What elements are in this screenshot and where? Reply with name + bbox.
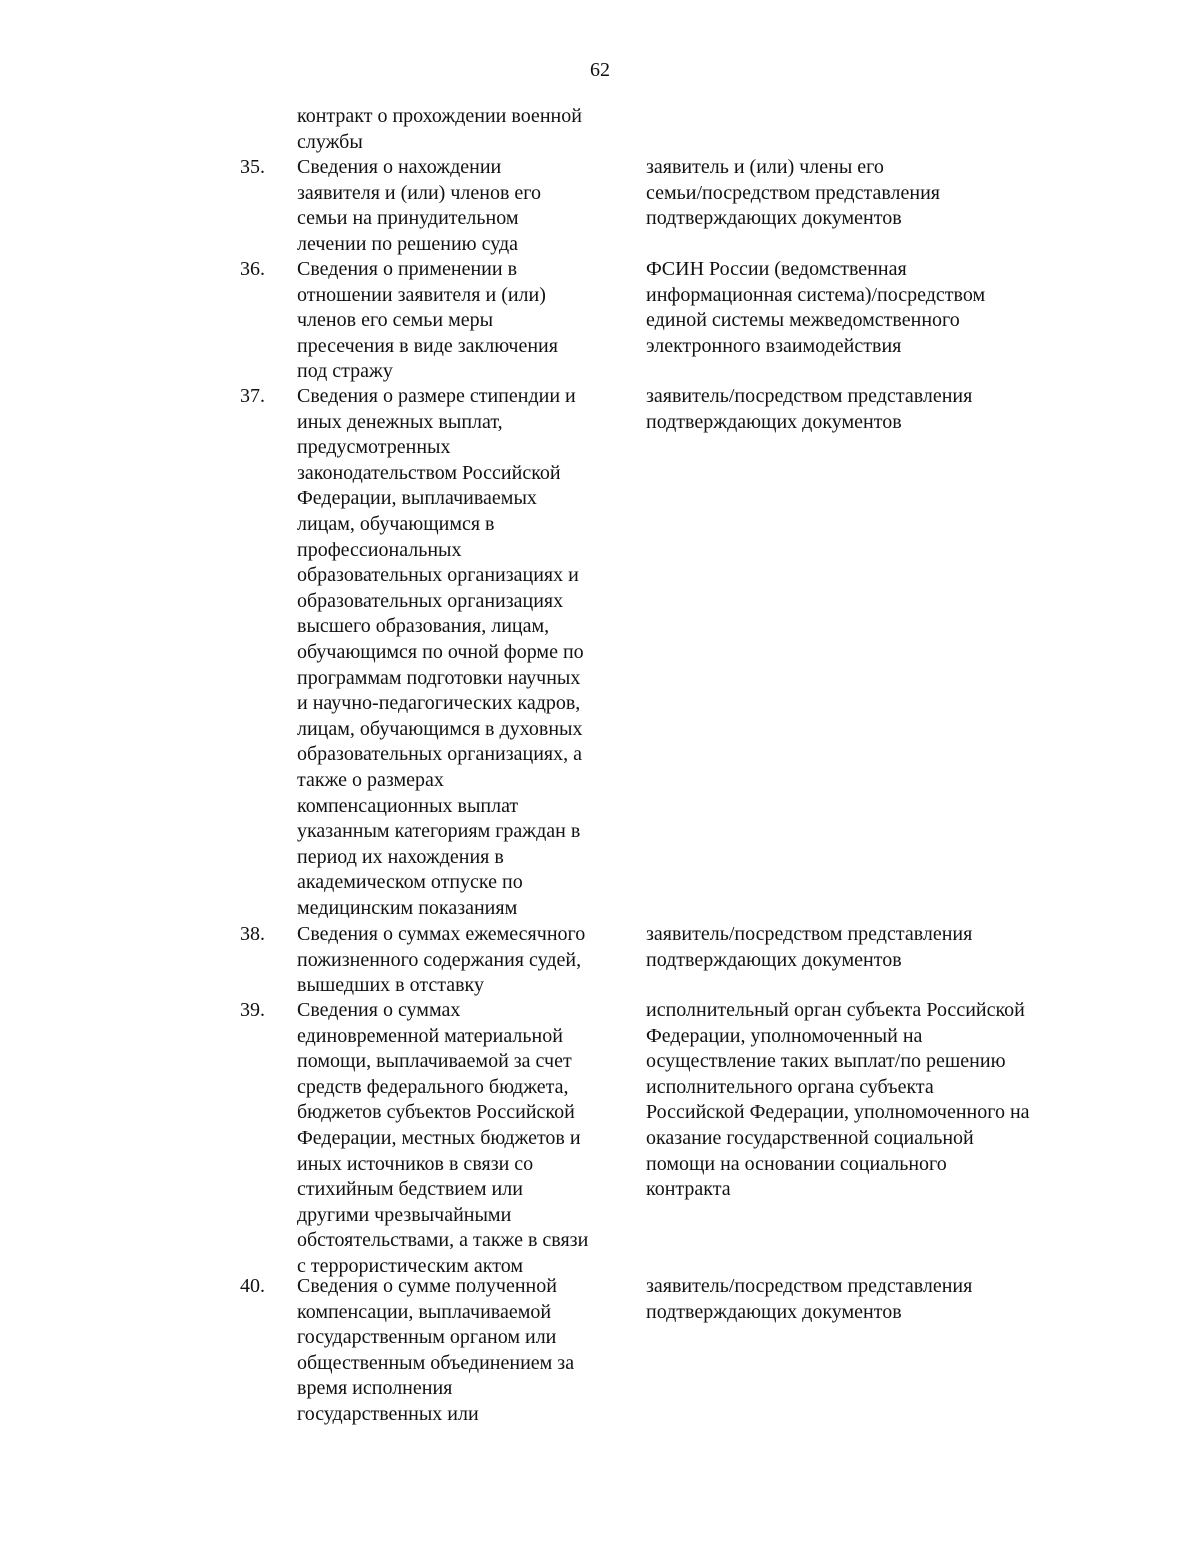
description-line: семьи на принудительном xyxy=(297,207,519,230)
row-source xyxy=(646,998,1076,1203)
row-number: 38. xyxy=(240,923,265,945)
description-line: бюджетов субъектов Российской xyxy=(297,1101,575,1124)
row-source xyxy=(646,384,1076,435)
description-line: общественным объединением за xyxy=(297,1351,575,1374)
source-line: электронного взаимодействия xyxy=(646,334,902,357)
description-line: Сведения о размере стипендии и xyxy=(297,385,576,407)
source-line: ФСИН России (ведомственная xyxy=(646,258,907,280)
description-line: и научно-педагогических кадров, xyxy=(297,692,581,715)
source-line: единой системы межведомственного xyxy=(646,309,960,332)
description-line: Сведения о суммах ежемесячного xyxy=(297,923,586,945)
description-line: государственным органом или xyxy=(297,1326,557,1349)
row-number: 39. xyxy=(240,999,265,1021)
description-line: лицам, обучающимся в духовных xyxy=(297,717,583,740)
description-line: вышедших в отставку xyxy=(297,974,484,997)
row-description xyxy=(297,922,627,999)
row-number: 40. xyxy=(240,1275,265,1297)
row-description xyxy=(297,998,627,1280)
source-line: заявитель и (или) члены его xyxy=(646,156,884,178)
source-line: оказание государственной социальной xyxy=(646,1126,974,1149)
source-line: контракта xyxy=(646,1178,731,1201)
row-source xyxy=(646,1274,1076,1325)
description-line: государственных или xyxy=(297,1402,479,1425)
description-line: обстоятельствами, а также в связи xyxy=(297,1229,589,1252)
description-line: время исполнения xyxy=(297,1377,453,1400)
description-line: компенсации, выплачиваемой xyxy=(297,1300,552,1323)
source-line: исполнительного органа субъекта xyxy=(646,1075,934,1098)
description-line: обучающимся по очной форме по xyxy=(297,640,584,663)
description-line: высшего образования, лицам, xyxy=(297,615,550,638)
source-line: Федерации, уполномоченный на xyxy=(646,1024,923,1047)
description-line: отношении заявителя и (или) xyxy=(297,283,546,306)
text-line: службы xyxy=(297,130,363,153)
source-line: подтверждающих документов xyxy=(646,410,902,433)
source-line: семьи/посредством представления xyxy=(646,181,940,204)
description-line: с террористическим актом xyxy=(297,1254,523,1277)
source-line: подтверждающих документов xyxy=(646,207,902,230)
row-description xyxy=(297,1274,627,1428)
description-line: Федерации, местных бюджетов и xyxy=(297,1126,581,1149)
description-line: Сведения о сумме полученной xyxy=(297,1275,557,1297)
description-line: членов его семьи меры xyxy=(297,309,494,332)
description-line: Сведения о суммах xyxy=(297,999,461,1021)
description-line: лицам, обучающимся в xyxy=(297,512,495,535)
description-line: пожизненного содержания судей, xyxy=(297,948,582,971)
description-line: Сведения о применении в xyxy=(297,258,518,280)
row-description xyxy=(297,155,627,257)
row-source xyxy=(646,155,1076,232)
source-line: Российской Федерации, уполномоченного на xyxy=(646,1101,1030,1124)
row-number: 35. xyxy=(240,156,265,178)
description-line: программам подготовки научных xyxy=(297,666,581,689)
row-number: 36. xyxy=(240,258,265,280)
source-line: подтверждающих документов xyxy=(646,948,902,971)
row-description xyxy=(297,384,627,921)
description-line: медицинским показаниям xyxy=(297,896,518,919)
description-line: помощи, выплачиваемой за счет xyxy=(297,1050,572,1073)
continuation-text xyxy=(297,104,627,155)
description-line: образовательных организациях xyxy=(297,589,564,612)
source-line: подтверждающих документов xyxy=(646,1300,902,1323)
source-line: заявитель/посредством представления xyxy=(646,1275,973,1297)
description-line: Сведения о нахождении xyxy=(297,156,502,178)
row-description xyxy=(297,257,627,385)
description-line: стихийным бедствием или xyxy=(297,1178,523,1201)
description-line: лечении по решению суда xyxy=(297,232,519,255)
description-line: единовременной материальной xyxy=(297,1024,563,1047)
description-line: пресечения в виде заключения xyxy=(297,334,558,357)
description-line: компенсационных выплат xyxy=(297,794,519,817)
text-line: контракт о прохождении военной xyxy=(297,105,582,127)
description-line: средств федерального бюджета, xyxy=(297,1075,569,1098)
source-line: заявитель/посредством представления xyxy=(646,923,973,945)
description-line: другими чрезвычайными xyxy=(297,1203,512,1226)
description-line: образовательных организациях, а xyxy=(297,743,582,766)
description-line: под стражу xyxy=(297,360,393,383)
description-line: Федерации, выплачиваемых xyxy=(297,487,537,510)
description-line: образовательных организациях и xyxy=(297,564,579,587)
description-line: предусмотренных xyxy=(297,436,451,459)
source-line: помощи на основании социального xyxy=(646,1152,947,1175)
source-line: заявитель/посредством представления xyxy=(646,385,973,407)
description-line: заявителя и (или) членов его xyxy=(297,181,541,204)
row-source xyxy=(646,922,1076,973)
description-line: иных источников в связи со xyxy=(297,1152,534,1175)
source-line: информационная система)/посредством xyxy=(646,283,986,306)
description-line: указанным категориям граждан в xyxy=(297,820,581,843)
row-source xyxy=(646,257,1076,359)
page-number: 62 xyxy=(590,59,610,81)
source-line: осуществление таких выплат/по решению xyxy=(646,1050,1006,1073)
description-line: академическом отпуске по xyxy=(297,871,523,894)
source-line: исполнительный орган субъекта Российской xyxy=(646,999,1025,1021)
description-line: период их нахождения в xyxy=(297,845,504,868)
row-number: 37. xyxy=(240,385,265,407)
description-line: иных денежных выплат, xyxy=(297,410,503,433)
description-line: также о размерах xyxy=(297,768,444,791)
description-line: законодательством Российской xyxy=(297,461,561,484)
description-line: профессиональных xyxy=(297,538,462,561)
